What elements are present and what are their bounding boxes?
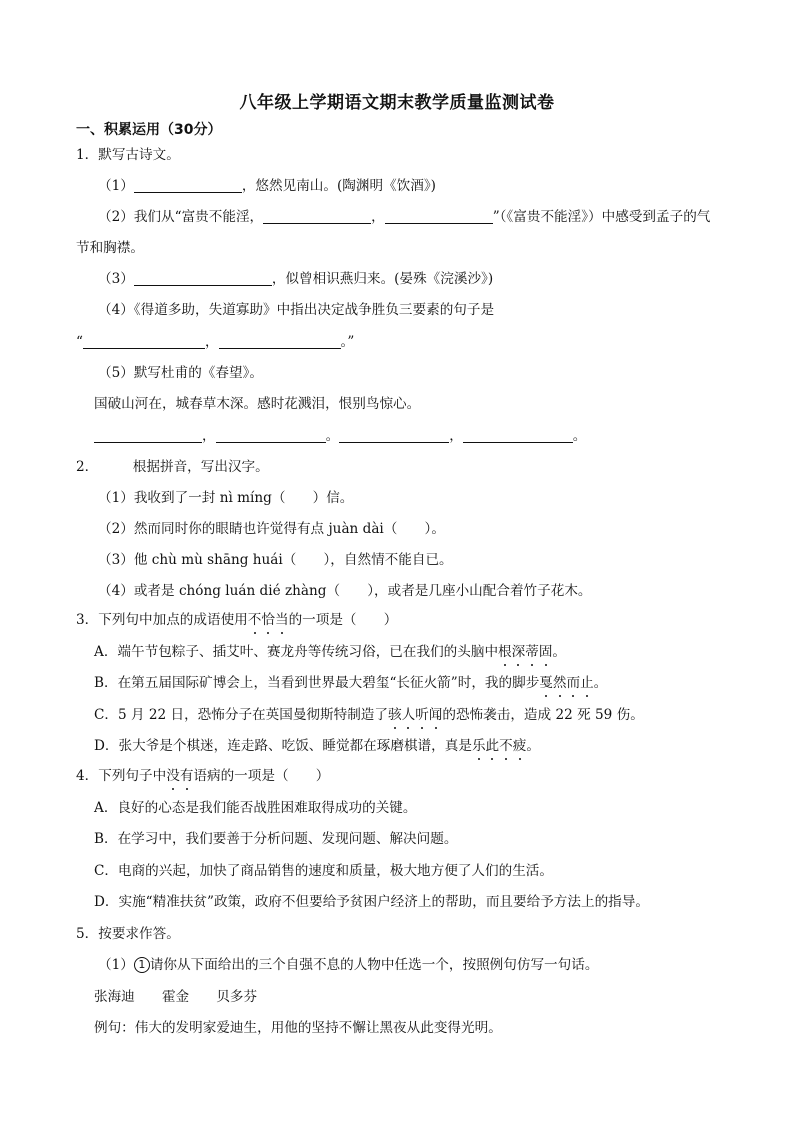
q3-option-a[interactable]: A．端午节包粽子、插艾叶、赛龙舟等传统习俗，已在我们的头脑中根深蒂固。 bbox=[94, 644, 567, 660]
q1-poem-line: 国破山河在，城春草木深。感时花溅泪，恨别鸟惊心。 bbox=[94, 396, 421, 412]
q2-stem: 2． 根据拼音，写出汉字。 bbox=[76, 459, 269, 475]
q1-part5: （5）默写杜甫的《春望》。 bbox=[98, 365, 263, 381]
answer-blank[interactable] bbox=[216, 427, 326, 443]
answer-blank[interactable] bbox=[339, 427, 449, 443]
q5-stem: 5．按要求作答。 bbox=[76, 926, 180, 942]
q1-part2: （2）我们从“富贵不能淫， ， ”（《富贵不能淫》）中感受到孟子的气 bbox=[98, 209, 711, 225]
q2-item3: （3）他 chù mù shāng huái（ ），自然情不能自已。 bbox=[98, 552, 453, 568]
q2-item1: （1）我收到了一封 nì míng（ ）信。 bbox=[98, 490, 354, 506]
q5-example: 例句：伟大的发明家爱迪生，用他的坚持不懈让黑夜从此变得光明。 bbox=[94, 1020, 502, 1036]
dotted-emphasis: 乐此不疲 bbox=[471, 738, 527, 754]
q1-part4-answer: “ ， 。” bbox=[76, 334, 355, 350]
q1-part2-continued: 节和胸襟。 bbox=[76, 240, 144, 256]
q2-item4: （4）或者是 chóng luán dié zhàng（ ），或者是几座小山配合着竹子花木。 bbox=[98, 583, 592, 599]
answer-blank[interactable] bbox=[134, 177, 242, 193]
q5-part1: （1） 1 请你从下面给出的三个自强不息的人物中任选一个，按照例句仿写一句话。 bbox=[98, 957, 599, 973]
q3-stem: 3．下列句中加点的成语使用不恰当的一项是（ ） bbox=[76, 612, 398, 628]
q4-option-c[interactable]: C．电商的兴起，加快了商品销售的速度和质量，极大地方便了人们的生活。 bbox=[94, 863, 553, 879]
dotted-emphasis: 根深蒂固 bbox=[498, 644, 553, 660]
q2-item2: （2）然而同时你的眼睛也许觉得有点 juàn dài（ ）。 bbox=[98, 521, 445, 537]
dotted-emphasis: 没有 bbox=[166, 768, 194, 784]
section-heading: 一、积累运用（30分） bbox=[76, 122, 222, 138]
q4-option-b[interactable]: B．在学习中，我们要善于分析问题、发现问题、解决问题。 bbox=[94, 831, 458, 847]
q5-names: 张海迪 霍金 贝多芬 bbox=[94, 989, 258, 1005]
q3-option-c[interactable]: C．5 月 22 日，恐怖分子在英国曼彻斯特制造了骇人听闻的恐怖袭击，造成 22 死 59 伤。 bbox=[94, 707, 644, 723]
q1-part5-answer: ， 。 ， 。 bbox=[94, 426, 586, 446]
dotted-emphasis: 戛然而止 bbox=[539, 675, 594, 691]
q4-option-d[interactable]: D．实施“精准扶贫”政策，政府不但要给予贫困户经济上的帮助，而且要给予方法上的指导。 bbox=[94, 894, 649, 910]
answer-blank[interactable] bbox=[385, 208, 493, 224]
answer-blank[interactable] bbox=[134, 270, 272, 286]
q4-stem: 4．下列句子中没有语病的一项是（ ） bbox=[76, 768, 330, 784]
q1-part1: （1） ，悠然见南山。(陶渊明《饮酒》) bbox=[98, 178, 436, 194]
answer-blank[interactable] bbox=[83, 333, 205, 349]
dotted-emphasis: 不恰当 bbox=[247, 612, 289, 628]
q3-option-d[interactable]: D．张大爷是个棋迷，连走路、吃饭、睡觉都在琢磨棋谱，真是乐此不疲。 bbox=[94, 738, 540, 754]
q1-stem: 1．默写古诗文。 bbox=[76, 147, 180, 163]
q1-part4: （4）《得道多助，失道寡助》中指出决定战争胜负三要素的句子是 bbox=[98, 302, 495, 318]
answer-blank[interactable] bbox=[463, 427, 573, 443]
page-title: 八年级上学期语文期末教学质量监测试卷 bbox=[239, 93, 555, 113]
q1-part3: （3） ，似曾相识燕归来。(晏殊《浣溪沙》) bbox=[98, 271, 494, 287]
q4-option-a[interactable]: A．良好的心态是我们能否战胜困难取得成功的关键。 bbox=[94, 800, 417, 816]
circled-number: 1 bbox=[134, 957, 150, 973]
q3-option-b[interactable]: B．在第五届国际矿博会上，当看到世界最大碧玺“长征火箭”时，我的脚步戛然而止。 bbox=[94, 675, 608, 691]
answer-blank[interactable] bbox=[263, 208, 371, 224]
answer-blank[interactable] bbox=[219, 333, 341, 349]
dotted-emphasis: 骇人听闻 bbox=[388, 707, 443, 723]
answer-blank[interactable] bbox=[94, 427, 202, 443]
